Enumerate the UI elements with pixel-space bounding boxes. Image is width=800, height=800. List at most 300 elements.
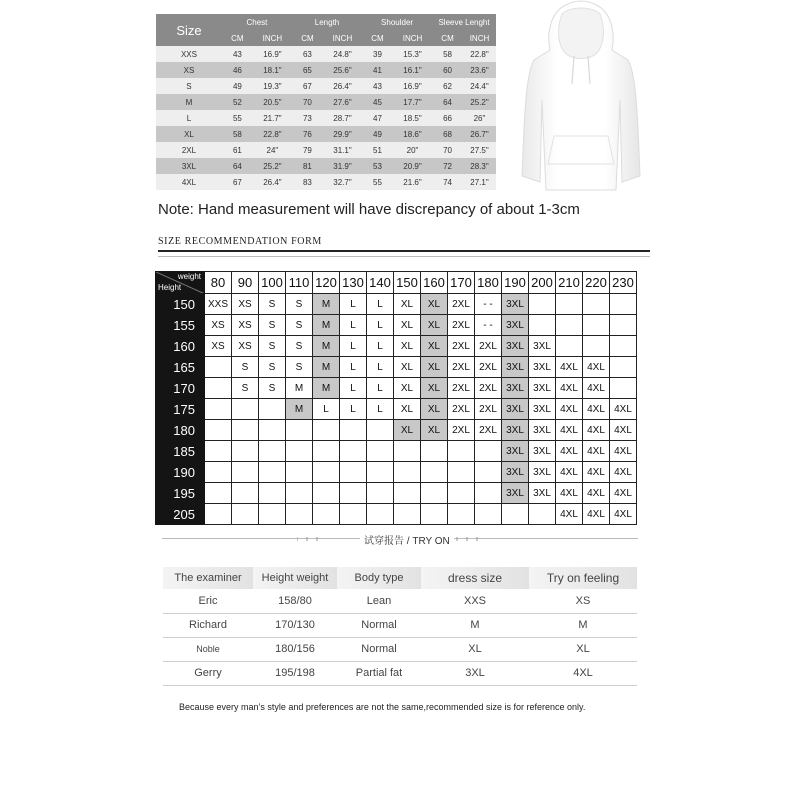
weight-header: 180: [475, 272, 502, 294]
size-cell: 3XL: [502, 315, 529, 336]
grid-row: [156, 315, 637, 336]
size-cell: XL: [421, 336, 448, 357]
size-cell: 3XL: [529, 462, 556, 483]
size-cell: XL: [394, 336, 421, 357]
size-cell: 3XL: [529, 357, 556, 378]
size-cell: [421, 483, 448, 504]
weight-header: 80: [205, 272, 232, 294]
grid-row: [156, 420, 637, 441]
size-cell: L: [340, 336, 367, 357]
size-cell: [475, 504, 502, 525]
spec-row: [156, 62, 496, 78]
size-recommendation-grid: [155, 271, 637, 525]
size-cell: L: [367, 378, 394, 399]
size-cell: 2XL: [448, 315, 475, 336]
size-cell: 4XL: [583, 399, 610, 420]
spec-value-cell: 45: [362, 94, 393, 110]
size-cell: 2XL: [448, 357, 475, 378]
size-cell: 2XL: [475, 420, 502, 441]
spec-value-cell: 49: [362, 126, 393, 142]
size-cell: [259, 399, 286, 420]
size-cell: S: [286, 315, 313, 336]
size-cell: [556, 315, 583, 336]
corner-height-label: Height: [158, 283, 182, 292]
size-cell: 3XL: [502, 462, 529, 483]
weight-header: 220: [583, 272, 610, 294]
spec-value-cell: 72: [432, 158, 463, 174]
size-cell: 2XL: [448, 378, 475, 399]
tryon-cell: 170/130: [253, 613, 337, 637]
size-cell: 4XL: [610, 462, 637, 483]
size-cell: [313, 462, 340, 483]
size-cell: [394, 441, 421, 462]
height-header: 155: [156, 315, 205, 336]
spec-size-cell: 4XL: [156, 174, 222, 190]
weight-header: 190: [502, 272, 529, 294]
tryon-row: [163, 589, 637, 613]
size-cell: L: [340, 399, 367, 420]
size-cell: [448, 462, 475, 483]
size-cell: [286, 441, 313, 462]
size-cell: L: [367, 399, 394, 420]
height-header: 190: [156, 462, 205, 483]
spec-row: [156, 110, 496, 126]
size-cell: [340, 462, 367, 483]
size-cell: [556, 294, 583, 315]
spec-value-cell: 20": [393, 142, 432, 158]
height-header: 160: [156, 336, 205, 357]
size-cell: 3XL: [529, 378, 556, 399]
tryon-cell: M: [529, 613, 637, 637]
size-cell: S: [259, 357, 286, 378]
tryon-cell: Gerry: [163, 661, 253, 685]
spec-value-cell: 73: [292, 110, 323, 126]
spec-value-cell: 16.9": [393, 78, 432, 94]
size-cell: XS: [205, 315, 232, 336]
spec-header-row: [156, 14, 496, 30]
size-cell: 4XL: [583, 504, 610, 525]
size-cell: XL: [421, 315, 448, 336]
tryon-table: [163, 567, 637, 686]
spec-size-cell: XS: [156, 62, 222, 78]
size-cell: M: [313, 294, 340, 315]
tryon-cell: 158/80: [253, 589, 337, 613]
spec-unit-header: CM: [362, 30, 393, 46]
size-cell: [232, 420, 259, 441]
spec-unit-header: INCH: [323, 30, 362, 46]
size-cell: 3XL: [502, 336, 529, 357]
spec-value-cell: 67: [222, 174, 253, 190]
spec-size-cell: XL: [156, 126, 222, 142]
spec-value-cell: 28.3": [463, 158, 496, 174]
size-cell: 2XL: [475, 378, 502, 399]
tryon-cell: Lean: [337, 589, 421, 613]
spec-row: [156, 142, 496, 158]
size-spec-table: [156, 14, 496, 190]
size-cell: [367, 483, 394, 504]
spec-value-cell: 53: [362, 158, 393, 174]
size-cell: [475, 441, 502, 462]
size-cell: 3XL: [529, 483, 556, 504]
tryon-cell: Normal: [337, 613, 421, 637]
height-header: 195: [156, 483, 205, 504]
size-cell: XL: [394, 357, 421, 378]
spec-value-cell: 47: [362, 110, 393, 126]
size-cell: [313, 483, 340, 504]
spec-value-cell: 61: [222, 142, 253, 158]
spec-value-cell: 21.7": [253, 110, 292, 126]
spec-value-cell: 26": [463, 110, 496, 126]
size-cell: [367, 504, 394, 525]
size-cell: 3XL: [529, 399, 556, 420]
size-cell: [286, 483, 313, 504]
size-cell: S: [259, 336, 286, 357]
spec-size-cell: M: [156, 94, 222, 110]
tryon-header: Height weight: [253, 567, 337, 589]
spec-group-header: Length: [292, 14, 362, 30]
weight-header: 110: [286, 272, 313, 294]
spec-value-cell: 26.4": [253, 174, 292, 190]
title-rule-thin: [158, 256, 650, 257]
spec-value-cell: 58: [222, 126, 253, 142]
tryon-cell: XL: [529, 637, 637, 661]
size-cell: [394, 462, 421, 483]
size-cell: M: [313, 336, 340, 357]
tryon-header: Body type: [337, 567, 421, 589]
spec-size-cell: XXS: [156, 46, 222, 62]
size-cell: 3XL: [502, 441, 529, 462]
size-cell: [205, 420, 232, 441]
tryon-header: The examiner: [163, 567, 253, 589]
size-cell: [610, 378, 637, 399]
weight-header: 100: [259, 272, 286, 294]
size-cell: XS: [205, 336, 232, 357]
size-cell: [394, 483, 421, 504]
spec-value-cell: 16.9": [253, 46, 292, 62]
size-cell: L: [340, 357, 367, 378]
spec-value-cell: 55: [362, 174, 393, 190]
weight-header: 230: [610, 272, 637, 294]
spec-value-cell: 18.6": [393, 126, 432, 142]
size-cell: 4XL: [610, 504, 637, 525]
size-cell: [232, 399, 259, 420]
size-cell: [367, 462, 394, 483]
spec-value-cell: 43: [222, 46, 253, 62]
spec-value-cell: 27.6": [323, 94, 362, 110]
size-cell: [313, 504, 340, 525]
weight-header: 200: [529, 272, 556, 294]
size-cell: XL: [421, 357, 448, 378]
size-cell: M: [286, 378, 313, 399]
size-cell: S: [286, 357, 313, 378]
tryon-row: [163, 637, 637, 661]
size-cell: [367, 441, 394, 462]
size-cell: 4XL: [583, 357, 610, 378]
size-cell: 3XL: [502, 378, 529, 399]
size-cell: 2XL: [448, 399, 475, 420]
size-cell: L: [340, 315, 367, 336]
size-cell: 4XL: [556, 441, 583, 462]
size-cell: S: [259, 378, 286, 399]
grid-row: [156, 441, 637, 462]
spec-value-cell: 81: [292, 158, 323, 174]
size-cell: S: [232, 357, 259, 378]
size-cell: 3XL: [502, 483, 529, 504]
size-cell: 3XL: [529, 420, 556, 441]
size-cell: 4XL: [610, 441, 637, 462]
form-title: SIZE RECOMMENDATION FORM: [158, 236, 322, 247]
size-cell: [529, 504, 556, 525]
size-cell: 4XL: [583, 462, 610, 483]
size-cell: XL: [394, 294, 421, 315]
size-cell: [502, 504, 529, 525]
size-cell: M: [313, 315, 340, 336]
spec-value-cell: 18.5": [393, 110, 432, 126]
spec-value-cell: 31.9": [323, 158, 362, 174]
size-cell: 4XL: [556, 462, 583, 483]
spec-value-cell: 28.7": [323, 110, 362, 126]
disclaimer: Because every man’s style and preferences are not the same,recommended size is for reference only.: [179, 702, 586, 712]
spec-value-cell: 24": [253, 142, 292, 158]
size-cell: XL: [394, 399, 421, 420]
spec-group-header: Sleeve Lenght: [432, 14, 496, 30]
spec-value-cell: 79: [292, 142, 323, 158]
size-cell: [205, 399, 232, 420]
spec-row: [156, 126, 496, 142]
size-cell: [205, 357, 232, 378]
spec-value-cell: 27.5": [463, 142, 496, 158]
grid-row: [156, 378, 637, 399]
weight-header: 160: [421, 272, 448, 294]
tryon-cell: XXS: [421, 589, 529, 613]
weight-header: 130: [340, 272, 367, 294]
spec-value-cell: 63: [292, 46, 323, 62]
size-cell: - -: [475, 315, 502, 336]
spec-unit-header: CM: [222, 30, 253, 46]
tryon-cell: Normal: [337, 637, 421, 661]
spec-value-cell: 22.8": [463, 46, 496, 62]
size-cell: 4XL: [583, 420, 610, 441]
spec-value-cell: 27.1": [463, 174, 496, 190]
grid-row: [156, 462, 637, 483]
size-cell: [610, 357, 637, 378]
size-cell: XL: [421, 399, 448, 420]
size-cell: [259, 462, 286, 483]
height-header: 185: [156, 441, 205, 462]
size-cell: [205, 462, 232, 483]
size-cell: [367, 420, 394, 441]
size-cell: [448, 504, 475, 525]
spec-group-header: Shoulder: [362, 14, 432, 30]
size-cell: [205, 483, 232, 504]
spec-value-cell: 62: [432, 78, 463, 94]
tryon-cell: 180/156: [253, 637, 337, 661]
size-cell: 3XL: [502, 357, 529, 378]
spec-value-cell: 32.7": [323, 174, 362, 190]
size-cell: [475, 483, 502, 504]
size-cell: XL: [421, 378, 448, 399]
spec-value-cell: 26.7": [463, 126, 496, 142]
spec-value-cell: 66: [432, 110, 463, 126]
spec-value-cell: 49: [222, 78, 253, 94]
title-rule: [158, 250, 650, 252]
size-cell: [313, 420, 340, 441]
size-cell: XS: [232, 294, 259, 315]
size-cell: [610, 336, 637, 357]
size-cell: S: [286, 336, 313, 357]
spec-value-cell: 21.6": [393, 174, 432, 190]
size-cell: 3XL: [502, 420, 529, 441]
size-cell: 4XL: [583, 483, 610, 504]
tryon-cell: XL: [421, 637, 529, 661]
spec-value-cell: 70: [432, 142, 463, 158]
height-header: 165: [156, 357, 205, 378]
spec-value-cell: 70: [292, 94, 323, 110]
size-cell: L: [340, 378, 367, 399]
size-cell: 3XL: [529, 441, 556, 462]
size-cell: [205, 441, 232, 462]
size-cell: [421, 504, 448, 525]
size-cell: XL: [394, 315, 421, 336]
hoodie-icon: [512, 0, 648, 196]
height-header: 205: [156, 504, 205, 525]
size-cell: [421, 462, 448, 483]
size-cell: [259, 441, 286, 462]
size-cell: XL: [394, 420, 421, 441]
size-cell: [475, 462, 502, 483]
size-cell: [205, 378, 232, 399]
spec-row: [156, 46, 496, 62]
size-header: Size: [156, 14, 222, 46]
size-cell: [448, 441, 475, 462]
size-cell: L: [367, 294, 394, 315]
spec-value-cell: 52: [222, 94, 253, 110]
size-cell: [529, 294, 556, 315]
measurement-note: Note: Hand measurement will have discrepancy of about 1-3cm: [158, 201, 580, 218]
size-cell: 4XL: [583, 441, 610, 462]
size-cell: L: [367, 315, 394, 336]
size-cell: S: [286, 294, 313, 315]
size-cell: 4XL: [610, 483, 637, 504]
spec-value-cell: 74: [432, 174, 463, 190]
spec-value-cell: 15.3": [393, 46, 432, 62]
spec-value-cell: 16.1": [393, 62, 432, 78]
spec-value-cell: 29.9": [323, 126, 362, 142]
spec-unit-header: INCH: [463, 30, 496, 46]
tryon-cell: 3XL: [421, 661, 529, 685]
spec-value-cell: 58: [432, 46, 463, 62]
tryon-label: 试穿报告 / TRY ON: [360, 532, 454, 547]
spec-value-cell: 55: [222, 110, 253, 126]
size-cell: 4XL: [610, 399, 637, 420]
spec-value-cell: 68: [432, 126, 463, 142]
size-cell: 3XL: [502, 294, 529, 315]
size-cell: 4XL: [556, 483, 583, 504]
size-cell: [583, 315, 610, 336]
spec-value-cell: 25.6": [323, 62, 362, 78]
size-cell: XS: [232, 336, 259, 357]
size-cell: [232, 483, 259, 504]
size-cell: [259, 483, 286, 504]
height-header: 175: [156, 399, 205, 420]
height-header: 180: [156, 420, 205, 441]
size-cell: XL: [421, 294, 448, 315]
spec-value-cell: 41: [362, 62, 393, 78]
size-cell: [529, 315, 556, 336]
tryon-cell: M: [421, 613, 529, 637]
spec-value-cell: 83: [292, 174, 323, 190]
tryon-cell: Richard: [163, 613, 253, 637]
size-cell: - -: [475, 294, 502, 315]
size-cell: [340, 420, 367, 441]
size-cell: [313, 441, 340, 462]
height-header: 170: [156, 378, 205, 399]
size-cell: L: [367, 357, 394, 378]
size-cell: 3XL: [529, 336, 556, 357]
size-cell: S: [259, 294, 286, 315]
size-cell: [340, 441, 367, 462]
size-cell: [286, 462, 313, 483]
size-cell: 2XL: [448, 420, 475, 441]
weight-header: 210: [556, 272, 583, 294]
weight-header: 170: [448, 272, 475, 294]
size-cell: L: [367, 336, 394, 357]
size-cell: XL: [421, 420, 448, 441]
size-cell: 2XL: [475, 357, 502, 378]
spec-size-cell: 2XL: [156, 142, 222, 158]
weight-header: 120: [313, 272, 340, 294]
spec-value-cell: 19.3": [253, 78, 292, 94]
spec-value-cell: 25.2": [463, 94, 496, 110]
tryon-cell: Noble: [163, 637, 253, 661]
size-cell: 4XL: [556, 399, 583, 420]
size-cell: [205, 504, 232, 525]
spec-value-cell: 65: [292, 62, 323, 78]
tryon-header: Try on feeling: [529, 567, 637, 589]
size-cell: [259, 420, 286, 441]
spec-unit-header: INCH: [253, 30, 292, 46]
grid-header-row: [156, 272, 637, 294]
spec-value-cell: 23.6": [463, 62, 496, 78]
size-cell: [340, 483, 367, 504]
spec-size-cell: S: [156, 78, 222, 94]
tryon-row: [163, 613, 637, 637]
spec-value-cell: 24.4": [463, 78, 496, 94]
size-cell: 4XL: [556, 420, 583, 441]
grid-row: [156, 336, 637, 357]
size-cell: [556, 336, 583, 357]
size-cell: [421, 441, 448, 462]
grid-row: [156, 357, 637, 378]
spec-group-header: Chest: [222, 14, 292, 30]
size-cell: L: [313, 399, 340, 420]
size-cell: M: [286, 399, 313, 420]
spec-row: [156, 158, 496, 174]
spec-value-cell: 24.8": [323, 46, 362, 62]
weight-header: 140: [367, 272, 394, 294]
spec-value-cell: 64: [432, 94, 463, 110]
corner-weight-label: weight: [177, 272, 201, 281]
tryon-cell: XS: [529, 589, 637, 613]
tryon-cell: Eric: [163, 589, 253, 613]
size-cell: [340, 504, 367, 525]
size-cell: M: [313, 357, 340, 378]
spec-unit-header: INCH: [393, 30, 432, 46]
height-header: 150: [156, 294, 205, 315]
spec-value-cell: 46: [222, 62, 253, 78]
size-cell: [394, 504, 421, 525]
spec-value-cell: 18.1": [253, 62, 292, 78]
